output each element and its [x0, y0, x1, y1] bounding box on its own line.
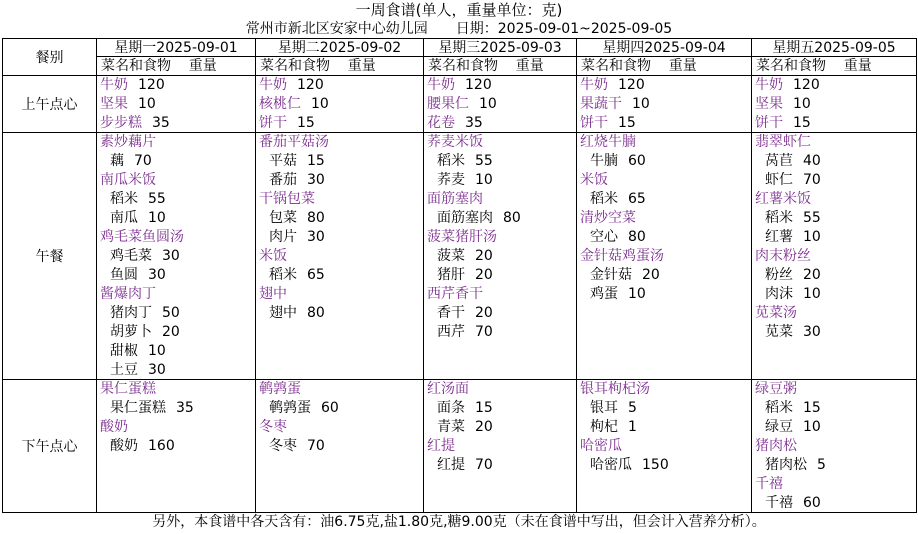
- weight-value: 55: [148, 191, 166, 207]
- dish-label: 步步糕: [100, 115, 142, 131]
- dish-label: 面筋塞肉: [427, 191, 483, 207]
- dish-name: [752, 114, 916, 132]
- ingredient-name: 金针菇: [590, 267, 632, 283]
- ingredient-name: 荞麦: [437, 172, 465, 188]
- weight-value: 150: [642, 457, 669, 473]
- ingredient-row: [424, 304, 576, 323]
- dish-label: 冬枣: [259, 419, 287, 435]
- ingredient-row: [424, 171, 576, 190]
- dish-name: [256, 95, 423, 114]
- dish-name: [752, 190, 916, 209]
- ingredient-row: [577, 418, 751, 437]
- dish-label: 红汤面: [427, 381, 469, 397]
- ingredient-name: 翅中: [269, 305, 297, 321]
- menu-cell: [752, 76, 916, 132]
- dish-name: [752, 95, 916, 114]
- weight-value: 65: [628, 191, 646, 207]
- ingredient-name: 红提: [437, 457, 465, 473]
- weight-value: 15: [307, 153, 325, 169]
- ingredient-name: 稻米: [765, 400, 793, 416]
- dish-label: 牛奶: [427, 77, 455, 93]
- ingredient-name: 香干: [437, 305, 465, 321]
- dish-name: [577, 114, 751, 132]
- weight-value: 15: [475, 400, 493, 416]
- dish-name: [424, 228, 576, 247]
- dish-name: [256, 247, 423, 266]
- weight-value: 20: [642, 267, 660, 283]
- ingredient-row: [97, 247, 255, 266]
- ingredient-name: 空心: [590, 229, 618, 245]
- weight-value: 70: [475, 457, 493, 473]
- dish-label: 翅中: [259, 286, 287, 302]
- ingredient-row: [97, 266, 255, 285]
- ingredient-name: 牛腩: [590, 153, 618, 169]
- menu-cell: [256, 380, 423, 512]
- ingredient-name: 粉丝: [765, 267, 793, 283]
- weight-value: 35: [152, 115, 170, 131]
- ingredient-name: 猪肉丁: [110, 305, 152, 321]
- ingredient-name: 果仁蛋糕: [110, 400, 166, 416]
- ingredient-row: [424, 152, 576, 171]
- weight-value: 60: [803, 495, 821, 511]
- weight-value: 80: [307, 210, 325, 226]
- dish-name: [97, 76, 255, 95]
- dish-name: [97, 380, 255, 399]
- ingredient-row: [424, 323, 576, 342]
- dish-name: [424, 285, 576, 304]
- ingredient-row: [256, 266, 423, 285]
- ingredient-name: 虾仁: [765, 172, 793, 188]
- weight-value: 120: [618, 77, 645, 93]
- dish-label: 银耳枸杞汤: [580, 381, 650, 397]
- dish-label: 金针菇鸡蛋汤: [580, 248, 664, 264]
- dish-label: 腰果仁: [427, 96, 469, 112]
- ingredient-row: [424, 209, 576, 228]
- ingredient-row: [752, 323, 916, 342]
- dish-name: [424, 133, 576, 152]
- dish-label: 酸奶: [100, 419, 128, 435]
- dish-label: 花卷: [427, 115, 455, 131]
- weight-value: 160: [148, 438, 175, 454]
- weight-value: 120: [465, 77, 492, 93]
- dish-name: [256, 190, 423, 209]
- ingredient-name: 红薯: [765, 229, 793, 245]
- weight-value: 40: [803, 153, 821, 169]
- menu-cell: [97, 76, 255, 132]
- dish-name: [256, 285, 423, 304]
- date-range: 日期：2025-09-01~2025-09-05: [455, 21, 673, 37]
- ingredient-name: 菠菜: [437, 248, 465, 264]
- weight-value: 50: [162, 305, 180, 321]
- dish-label: 牛奶: [580, 77, 608, 93]
- weight-value: 1: [628, 419, 637, 435]
- menu-cell: [256, 76, 423, 132]
- dish-name: [577, 247, 751, 266]
- ingredient-row: [577, 190, 751, 209]
- weight-value: 30: [307, 229, 325, 245]
- ingredient-name: 莴苣: [765, 153, 793, 169]
- ingredient-name: 甜椒: [110, 343, 138, 359]
- weight-value: 35: [465, 115, 483, 131]
- weight-value: 80: [503, 210, 521, 226]
- dish-label: 猪肉松: [755, 438, 797, 454]
- column-subheader: 菜名和食物 重量: [428, 58, 544, 74]
- ingredient-name: 鹌鹑蛋: [269, 400, 311, 416]
- meal-label: 上午点心: [21, 97, 78, 113]
- ingredient-name: 千禧: [765, 495, 793, 511]
- weight-value: 20: [475, 305, 493, 321]
- menu-cell: [97, 380, 255, 512]
- dish-name: [577, 133, 751, 152]
- ingredient-row: [577, 456, 751, 475]
- ingredient-name: 平菇: [269, 153, 297, 169]
- ingredient-row: [752, 171, 916, 190]
- dish-label: 翡翠虾仁: [755, 134, 811, 150]
- dish-label: 鹌鹑蛋: [259, 381, 301, 397]
- ingredient-name: 南瓜: [110, 210, 138, 226]
- dish-name: [424, 437, 576, 456]
- ingredient-row: [97, 437, 255, 456]
- ingredient-row: [97, 342, 255, 361]
- ingredient-row: [97, 209, 255, 228]
- dish-label: 南瓜米饭: [100, 172, 156, 188]
- ingredient-row: [752, 456, 916, 475]
- dish-label: 饼干: [755, 115, 783, 131]
- menu-cell: [752, 133, 916, 379]
- dish-name: [577, 76, 751, 95]
- ingredient-name: 稻米: [765, 210, 793, 226]
- dish-label: 干锅包菜: [259, 191, 315, 207]
- dish-name: [577, 209, 751, 228]
- dish-label: 红提: [427, 438, 455, 454]
- dish-label: 鸡毛菜鱼圆汤: [100, 229, 184, 245]
- ingredient-name: 藕: [110, 153, 124, 169]
- weight-value: 10: [148, 210, 166, 226]
- dish-name: [424, 114, 576, 132]
- weight-value: 70: [803, 172, 821, 188]
- menu-cell: [256, 133, 423, 379]
- footer-note: 另外，本食谱中各天含有：油6.75克,盐1.80克,糖9.00克（未在食谱中写出，但会计入营养分析）。: [152, 514, 766, 530]
- weight-value: 80: [628, 229, 646, 245]
- dish-label: 果仁蛋糕: [100, 381, 156, 397]
- weight-value: 15: [803, 400, 821, 416]
- weight-value: 65: [307, 267, 325, 283]
- dish-label: 番茄平菇汤: [259, 134, 329, 150]
- dish-label: 素炒藕片: [100, 134, 156, 150]
- weight-value: 10: [803, 229, 821, 245]
- ingredient-name: 青菜: [437, 419, 465, 435]
- dish-name: [97, 95, 255, 114]
- weight-value: 10: [311, 96, 329, 112]
- grid-line: [916, 38, 917, 513]
- weight-value: 120: [138, 77, 165, 93]
- menu-cell: [424, 76, 576, 132]
- dish-label: 果蔬干: [580, 96, 622, 112]
- column-subheader: 菜名和食物 重量: [756, 58, 872, 74]
- dish-name: [752, 437, 916, 456]
- ingredient-name: 稻米: [437, 153, 465, 169]
- dish-name: [424, 95, 576, 114]
- weight-value: 20: [803, 267, 821, 283]
- weight-value: 10: [138, 96, 156, 112]
- dish-label: 清炒空菜: [580, 210, 636, 226]
- ingredient-name: 鸡蛋: [590, 286, 618, 302]
- weight-value: 30: [307, 172, 325, 188]
- ingredient-row: [752, 494, 916, 512]
- ingredient-row: [97, 190, 255, 209]
- dish-label: 红薯米饭: [755, 191, 811, 207]
- dish-name: [752, 475, 916, 494]
- dish-label: 牛奶: [755, 77, 783, 93]
- dish-name: [97, 114, 255, 132]
- column-subheader: 菜名和食物 重量: [101, 58, 217, 74]
- ingredient-row: [97, 323, 255, 342]
- weight-value: 10: [632, 96, 650, 112]
- dish-label: 绿豆粥: [755, 381, 797, 397]
- weight-value: 35: [176, 400, 194, 416]
- ingredient-name: 西芹: [437, 324, 465, 340]
- weight-value: 10: [479, 96, 497, 112]
- ingredient-row: [752, 152, 916, 171]
- ingredient-name: 鸡毛菜: [110, 248, 152, 264]
- menu-cell: [424, 133, 576, 379]
- day-header: 星期一2025-09-01: [114, 40, 238, 56]
- ingredient-name: 冬枣: [269, 438, 297, 454]
- ingredient-row: [577, 399, 751, 418]
- dish-name: [577, 437, 751, 456]
- ingredient-name: 猪肝: [437, 267, 465, 283]
- ingredient-row: [577, 228, 751, 247]
- menu-cell: [97, 133, 255, 379]
- day-header: 星期四2025-09-04: [602, 40, 726, 56]
- dish-label: 荞麦米饭: [427, 134, 483, 150]
- day-header: 星期三2025-09-03: [438, 40, 562, 56]
- ingredient-row: [97, 152, 255, 171]
- dish-name: [97, 133, 255, 152]
- weight-value: 10: [803, 286, 821, 302]
- weight-value: 10: [803, 419, 821, 435]
- ingredient-row: [752, 399, 916, 418]
- dish-label: 肉末粉丝: [755, 248, 811, 264]
- ingredient-name: 胡萝卜: [110, 324, 152, 340]
- dish-name: [424, 76, 576, 95]
- ingredient-name: 面筋塞肉: [437, 210, 493, 226]
- ingredient-row: [752, 285, 916, 304]
- ingredient-name: 银耳: [590, 400, 618, 416]
- ingredient-row: [424, 247, 576, 266]
- dish-label: 牛奶: [259, 77, 287, 93]
- ingredient-name: 稻米: [590, 191, 618, 207]
- ingredient-name: 肉片: [269, 229, 297, 245]
- weight-value: 10: [628, 286, 646, 302]
- dish-name: [752, 76, 916, 95]
- weight-value: 55: [475, 153, 493, 169]
- ingredient-row: [752, 209, 916, 228]
- ingredient-row: [424, 266, 576, 285]
- kindergarten-name: 常州市新北区安家中心幼儿园: [245, 21, 428, 37]
- dish-label: 饼干: [580, 115, 608, 131]
- ingredient-row: [424, 399, 576, 418]
- weight-value: 30: [148, 267, 166, 283]
- weight-value: 30: [162, 248, 180, 264]
- ingredient-name: 猪肉松: [765, 457, 807, 473]
- menu-cell: [577, 380, 751, 512]
- dish-name: [752, 304, 916, 323]
- ingredient-row: [577, 285, 751, 304]
- weight-value: 15: [297, 115, 315, 131]
- ingredient-name: 酸奶: [110, 438, 138, 454]
- dish-label: 米饭: [580, 172, 608, 188]
- dish-name: [752, 247, 916, 266]
- menu-cell: [424, 380, 576, 512]
- weight-value: 10: [475, 172, 493, 188]
- ingredient-row: [97, 361, 255, 379]
- dish-name: [424, 380, 576, 399]
- menu-cell: [752, 380, 916, 512]
- weight-value: 80: [307, 305, 325, 321]
- column-subheader: 菜名和食物 重量: [260, 58, 376, 74]
- weight-value: 70: [134, 153, 152, 169]
- dish-name: [97, 418, 255, 437]
- weight-value: 15: [793, 115, 811, 131]
- weight-value: 120: [297, 77, 324, 93]
- ingredient-name: 枸杞: [590, 419, 618, 435]
- weight-value: 15: [618, 115, 636, 131]
- weight-value: 10: [148, 343, 166, 359]
- ingredient-row: [424, 456, 576, 475]
- dish-name: [97, 171, 255, 190]
- dish-name: [256, 133, 423, 152]
- dish-label: 红烧牛腩: [580, 134, 636, 150]
- dish-label: 牛奶: [100, 77, 128, 93]
- dish-name: [577, 380, 751, 399]
- meal-label: 下午点心: [21, 439, 78, 455]
- dish-name: [256, 114, 423, 132]
- dish-name: [97, 228, 255, 247]
- page-subtitle: [0, 20, 918, 38]
- weight-value: 30: [803, 324, 821, 340]
- ingredient-name: 肉沫: [765, 286, 793, 302]
- ingredient-name: 苋菜: [765, 324, 793, 340]
- dish-label: 酱爆肉丁: [100, 286, 156, 302]
- ingredient-row: [256, 399, 423, 418]
- ingredient-name: 番茄: [269, 172, 297, 188]
- ingredient-row: [752, 228, 916, 247]
- menu-cell: [577, 133, 751, 379]
- day-header: 星期二2025-09-02: [277, 40, 402, 56]
- weight-value: 5: [817, 457, 826, 473]
- dish-name: [97, 285, 255, 304]
- ingredient-row: [424, 418, 576, 437]
- weight-value: 60: [321, 400, 339, 416]
- dish-name: [577, 95, 751, 114]
- dish-name: [256, 418, 423, 437]
- ingredient-name: 土豆: [110, 362, 138, 378]
- ingredient-name: 哈密瓜: [590, 457, 632, 473]
- ingredient-name: 绿豆: [765, 419, 793, 435]
- dish-label: 米饭: [259, 248, 287, 264]
- dish-label: 核桃仁: [259, 96, 301, 112]
- dish-name: [752, 133, 916, 152]
- ingredient-row: [256, 152, 423, 171]
- ingredient-row: [256, 171, 423, 190]
- weight-value: 5: [628, 400, 637, 416]
- dish-label: 哈密瓜: [580, 438, 622, 454]
- dish-label: 坚果: [755, 96, 783, 112]
- ingredient-name: 面条: [437, 400, 465, 416]
- weight-value: 20: [475, 248, 493, 264]
- weight-value: 20: [475, 419, 493, 435]
- dish-label: 坚果: [100, 96, 128, 112]
- weight-value: 70: [307, 438, 325, 454]
- dish-label: 饼干: [259, 115, 287, 131]
- dish-label: 菠菜猪肝汤: [427, 229, 497, 245]
- ingredient-row: [577, 152, 751, 171]
- weight-value: 70: [475, 324, 493, 340]
- dish-name: [752, 380, 916, 399]
- dish-name: [424, 190, 576, 209]
- dish-label: 千禧: [755, 476, 783, 492]
- ingredient-row: [256, 209, 423, 228]
- weight-value: 20: [162, 324, 180, 340]
- weight-value: 30: [148, 362, 166, 378]
- ingredient-name: 稻米: [110, 191, 138, 207]
- dish-name: [256, 76, 423, 95]
- meal-column-header: 餐别: [35, 50, 64, 66]
- weight-value: 20: [475, 267, 493, 283]
- ingredient-row: [256, 228, 423, 247]
- dish-name: [256, 380, 423, 399]
- ingredient-row: [256, 304, 423, 323]
- weight-value: 120: [793, 77, 820, 93]
- menu-cell: [577, 76, 751, 132]
- dish-label: 西芹香干: [427, 286, 483, 302]
- ingredient-name: 稻米: [269, 267, 297, 283]
- page-title: 一周食谱(单人，重量单位：克): [355, 1, 563, 19]
- ingredient-row: [577, 266, 751, 285]
- column-subheader: 菜名和食物 重量: [581, 58, 697, 74]
- weight-value: 55: [803, 210, 821, 226]
- ingredient-row: [752, 266, 916, 285]
- dish-name: [577, 171, 751, 190]
- ingredient-row: [97, 399, 255, 418]
- weight-value: 10: [793, 96, 811, 112]
- dish-label: 苋菜汤: [755, 305, 797, 321]
- ingredient-name: 鱼圆: [110, 267, 138, 283]
- weight-value: 60: [628, 153, 646, 169]
- ingredient-row: [256, 437, 423, 456]
- ingredient-row: [752, 418, 916, 437]
- ingredient-name: 包菜: [269, 210, 297, 226]
- ingredient-row: [97, 304, 255, 323]
- day-header: 星期五2025-09-05: [772, 40, 896, 56]
- meal-label: 午餐: [35, 249, 64, 265]
